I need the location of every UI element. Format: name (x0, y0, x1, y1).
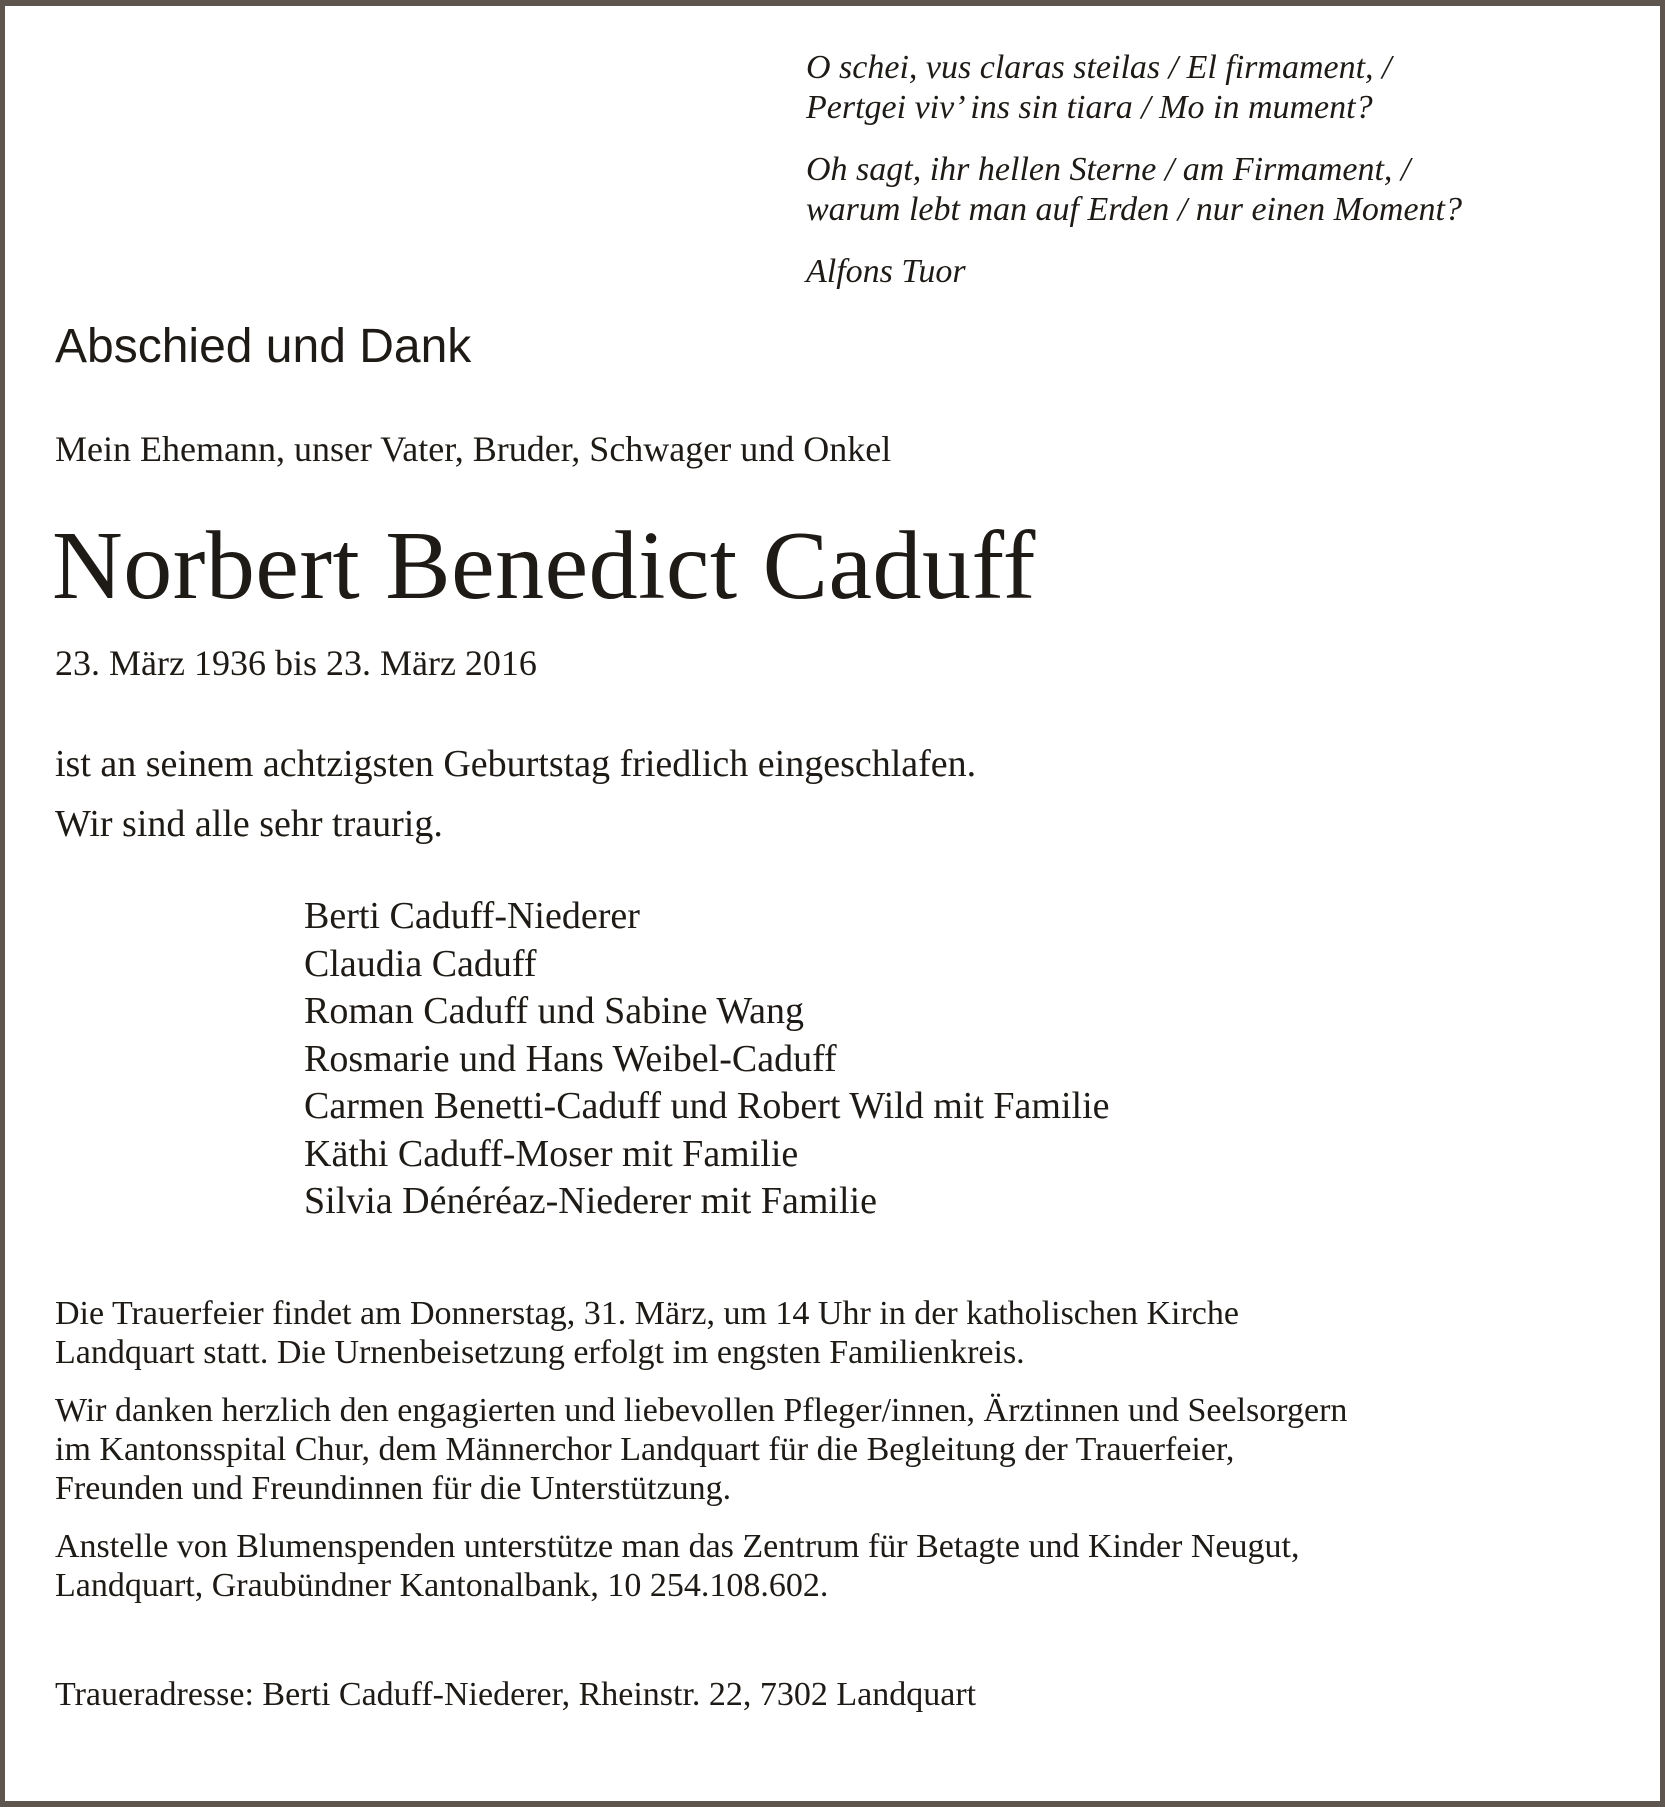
poem-stanza-romansh (806, 48, 1462, 128)
thanks-line: Wir danken herzlich den engagierten und liebevollen Pfleger/innen, Ärztinnen und Seelsorgern (55, 1392, 1348, 1429)
family-member: Rosmarie und Hans Weibel-Caduff (304, 1037, 837, 1080)
poem-line: warum lebt man auf Erden / nur einen Moment? (806, 191, 1462, 228)
ceremony-line: Die Trauerfeier findet am Donnerstag, 31. März, um 14 Uhr in der katholischen Kirche (55, 1295, 1239, 1332)
donation-line: Landquart, Graubündner Kantonalbank, 10 254.108.602. (55, 1567, 829, 1604)
family-member: Berti Caduff-Niederer (304, 895, 640, 937)
passing-line: Wir sind alle sehr traurig. (55, 803, 443, 845)
thanks-paragraph (55, 1391, 1347, 1508)
family-member: Käthi Caduff-Moser mit Familie (304, 1132, 799, 1175)
intro-line: Mein Ehemann, unser Vater, Bruder, Schwager und Onkel (55, 429, 892, 469)
life-dates: 23. März 1936 bis 23. März 2016 (55, 643, 537, 683)
poem-line: O schei, vus claras steilas / El firmament, / (806, 49, 1392, 86)
heading: Abschied und Dank (55, 320, 472, 373)
donation-paragraph (55, 1527, 1347, 1605)
thanks-line: im Kantonsspital Chur, dem Männerchor Landquart für die Begleitung der Trauerfeier, (55, 1431, 1235, 1468)
family-member: Claudia Caduff (304, 942, 537, 985)
deceased-name: Norbert Benedict Caduff (52, 512, 1036, 620)
family-member: Carmen Benetti-Caduff und Robert Wild mit Familie (304, 1085, 1110, 1127)
mourning-address: Traueradresse: Berti Caduff-Niederer, Rheinstr. 22, 7302 Landquart (55, 1676, 977, 1713)
poem-author: Alfons Tuor (806, 253, 966, 290)
family-list (304, 893, 1110, 1226)
passing-statement (55, 734, 976, 854)
ceremony-line: Landquart statt. Die Urnenbeisetzung erfolgt im engsten Familienkreis. (55, 1334, 1025, 1371)
poem (806, 48, 1462, 292)
family-member: Roman Caduff und Sabine Wang (304, 990, 805, 1032)
thanks-line: Freunden und Freundinnen für die Unterstützung. (55, 1470, 732, 1507)
donation-line: Anstelle von Blumenspenden unterstütze man das Zentrum für Betagte und Kinder Neugut, (55, 1528, 1300, 1565)
family-member: Silvia Dénéréaz-Niederer mit Familie (304, 1180, 877, 1222)
notes (55, 1294, 1347, 1624)
poem-line: Oh sagt, ihr hellen Sterne / am Firmament, / (806, 151, 1411, 188)
ceremony-paragraph (55, 1294, 1347, 1372)
poem-line: Pertgei viv’ ins sin tiara / Mo in mument? (806, 89, 1373, 126)
passing-line: ist an seinem achtzigsten Geburtstag friedlich eingeschlafen. (55, 743, 977, 785)
poem-stanza-german (806, 150, 1462, 230)
